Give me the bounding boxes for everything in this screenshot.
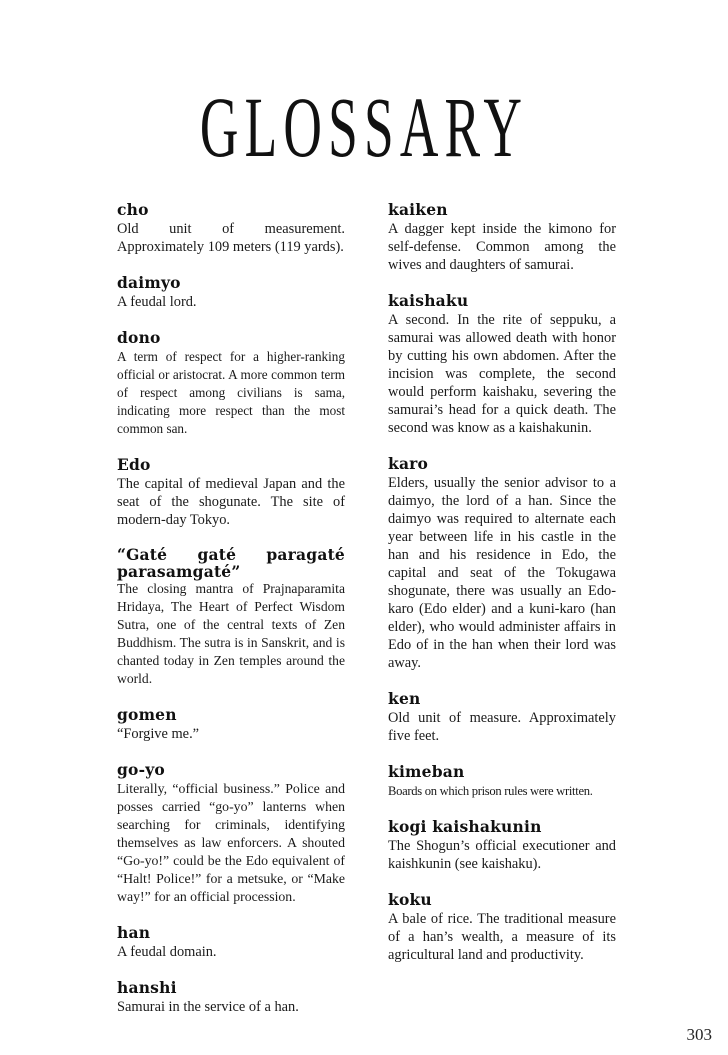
entry-term: kaishaku [388, 291, 469, 310]
glossary-entry [388, 762, 616, 800]
entry-definition: A feudal lord. [117, 294, 197, 310]
glossary-left-column [117, 200, 345, 1016]
entry-definition: Samurai in the service of a han. [117, 999, 299, 1015]
glossary-entry [117, 328, 345, 438]
entry-definition: Old unit of measure. Approximately five feet. [388, 710, 616, 744]
entry-definition: A feudal domain. [117, 944, 217, 960]
entry-definition: The closing mantra of Prajnaparamita Hridaya, The Heart of Perfect Wisdom Sutra, one of the central texts of Zen Buddhism. The sutra is in Sanskrit, and is chanted today in Zen temples around the world. [117, 581, 345, 686]
entry-definition: Boards on which prison rules were written. [388, 784, 593, 798]
entry-term: cho [117, 200, 149, 219]
glossary-entry [388, 689, 616, 745]
glossary-entry [117, 273, 345, 311]
glossary-entry [388, 890, 616, 964]
entry-term: “Gaté gaté paragaté parasamgaté” [117, 545, 345, 581]
entry-term: ken [388, 689, 421, 708]
glossary-entry [388, 291, 616, 437]
entry-definition: Elders, usually the senior advisor to a daimyo, the lord of a han. Since the daimyo was required to alternate each year between life in his castle in the han and his residence in Edo, the capital and seat of the Tokugawa shogunate, there was usually an Edo-karo (Edo elder) and a kuni-karo (han elder), who would administer affairs in Edo of in the han when their lord was away. [388, 475, 616, 671]
glossary-right-column [388, 200, 616, 964]
page-title: GLOSSARY [199, 79, 529, 175]
entry-term: kogi kaishakunin [388, 817, 542, 836]
glossary-entry [117, 455, 345, 529]
entry-definition: The capital of medieval Japan and the seat of the shogunate. The site of modern-day Tokyo. [117, 476, 345, 528]
glossary-entry [388, 454, 616, 672]
entry-definition: Old unit of measurement. Approximately 109 meters (119 yards). [117, 221, 345, 255]
glossary-entry [117, 705, 345, 743]
entry-definition: A dagger kept inside the kimono for self-defense. Common among the wives and daughters of samurai. [388, 221, 616, 273]
entry-term: go-yo [117, 760, 165, 779]
entry-definition: Literally, “official business.” Police and posses carried “go-yo” lanterns when searching for criminals, identifying themselves as law enforcers. A shouted “Go-yo!” could be the Edo equivalent of “Halt! Police!” for a metsuke, or “Make way!” for an official procession. [117, 781, 345, 904]
entry-definition: A term of respect for a higher-ranking official or aristocrat. A more common term of respect among civilians is sama, indicating more respect than the most common san. [117, 349, 345, 436]
glossary-entry [388, 200, 616, 274]
entry-term: hanshi [117, 978, 177, 997]
glossary-entry [117, 923, 345, 961]
glossary-entry [117, 760, 345, 906]
glossary-entry [117, 200, 345, 256]
entry-term: gomen [117, 705, 177, 724]
entry-term: daimyo [117, 273, 181, 292]
entry-term: kimeban [388, 762, 465, 781]
entry-definition: A second. In the rite of seppuku, a samurai was allowed death with honor by cutting his own abdomen. After the incision was complete, the second would perform kaishaku, severing the samurai’s head for a quick death. The second was know as a kaishakunin. [388, 312, 616, 436]
glossary-entry [117, 978, 345, 1016]
entry-definition: A bale of rice. The traditional measure of a han’s wealth, a measure of its agricultural land and productivity. [388, 911, 616, 963]
entry-term: karo [388, 454, 429, 473]
page-number: 303 [686, 1025, 712, 1044]
entry-term: Edo [117, 455, 151, 474]
entry-term: han [117, 923, 151, 942]
entry-definition: “Forgive me.” [117, 726, 200, 742]
glossary-entry [388, 817, 616, 873]
entry-definition: The Shogun’s official executioner and kaishkunin (see kaishaku). [388, 838, 616, 872]
glossary-entry [117, 546, 345, 688]
entry-term: kaiken [388, 200, 448, 219]
entry-term: dono [117, 328, 161, 347]
entry-term: koku [388, 890, 432, 909]
